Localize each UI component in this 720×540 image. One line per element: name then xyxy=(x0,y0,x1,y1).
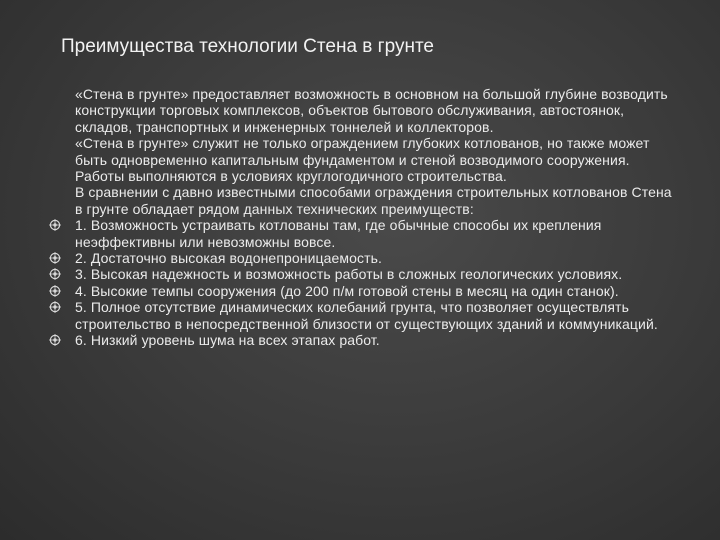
bullet-text: 6. Низкий уровень шума на всех этапах работ. xyxy=(75,332,380,349)
bullet-text: 1. Возможность устраивать котлованы там, где обычные способы их крепления неэффективны или невозможны вовсе. xyxy=(75,217,602,250)
target-bullet-icon xyxy=(48,332,62,348)
target-bullet-icon xyxy=(48,266,62,282)
bullet-text: 4. Высокие темпы сооружения (до 200 п/м готовой стены в месяц на один станок). xyxy=(75,282,619,299)
paragraph xyxy=(48,184,680,217)
slide-title: Преимущества технологии Стена в грунте xyxy=(61,36,434,57)
target-bullet-icon xyxy=(48,299,62,315)
paragraph-text: В сравнении с давно известными способами ограждения строительных котлованов Стена в грунте обладает рядом данных технических преимуществ: xyxy=(75,184,672,217)
paragraph-text: «Стена в грунте» предоставляет возможность в основном на большой глубине возводить конструкции торговых комплексов, объектов бытового обслуживания, автостоянок, складов, транспортных и инженерных тоннелей и коллекторов. xyxy=(75,86,668,135)
target-bullet-icon xyxy=(48,283,62,299)
paragraph xyxy=(48,86,680,135)
bullet-text: 5. Полное отсутствие динамических колебаний грунта, что позволяет осуществлять строительство в непосредственной близости от существующих зданий и коммуникаций. xyxy=(75,299,658,332)
paragraph xyxy=(48,135,680,184)
target-bullet-icon xyxy=(48,217,62,233)
slide-body xyxy=(48,86,680,349)
bullet-item xyxy=(48,332,680,348)
bullet-text: 3. Высокая надежность и возможность работы в сложных геологических условиях. xyxy=(75,266,623,283)
target-bullet-icon xyxy=(48,250,62,266)
bullet-item xyxy=(48,217,680,250)
bullet-item xyxy=(48,283,680,299)
bullet-item xyxy=(48,299,680,332)
bullet-item xyxy=(48,266,680,282)
bullet-text: 2. Достаточно высокая водонепроницаемость. xyxy=(75,250,383,267)
bullet-item xyxy=(48,250,680,266)
paragraph-text: «Стена в грунте» служит не только ограждением глубоких котлованов, но также может быть одновременно капитальным фундаментом и стеной возводимого сооружения. Работы выполняются в условиях круглогодичного строительства. xyxy=(75,135,650,185)
